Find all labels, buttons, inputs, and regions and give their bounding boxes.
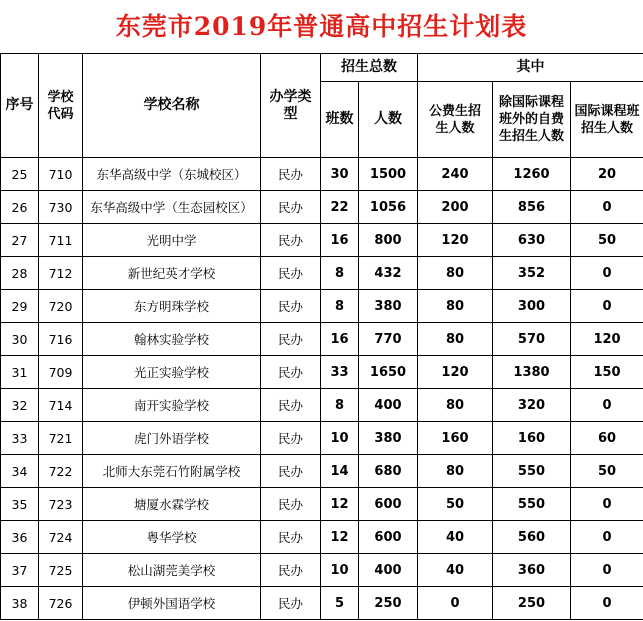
cell-classes: 8 [321,257,359,290]
cell-selfpay: 320 [493,389,571,422]
cell-type: 民办 [261,455,321,488]
cell-people: 600 [359,521,418,554]
table-row [1,488,643,521]
cell-classes: 33 [321,356,359,389]
cell-public: 80 [418,257,493,290]
header-among: 其中 [418,54,643,82]
table-row [1,356,643,389]
cell-type: 民办 [261,191,321,224]
cell-school-name: 虎门外语学校 [83,422,261,455]
cell-intl: 0 [571,191,643,224]
table-row [1,224,643,257]
table-row [1,521,643,554]
enrollment-table [0,53,643,620]
table-row [1,455,643,488]
header-name: 学校名称 [83,54,261,158]
cell-type: 民办 [261,290,321,323]
cell-no: 25 [1,158,39,191]
cell-classes: 8 [321,290,359,323]
header-public: 公费生招生人数 [418,82,493,158]
cell-people: 400 [359,389,418,422]
cell-school-name: 东华高级中学（东城校区） [83,158,261,191]
cell-intl: 120 [571,323,643,356]
cell-classes: 10 [321,554,359,587]
cell-selfpay: 856 [493,191,571,224]
cell-code: 730 [39,191,83,224]
cell-selfpay: 352 [493,257,571,290]
cell-classes: 16 [321,224,359,257]
cell-no: 37 [1,554,39,587]
cell-code: 716 [39,323,83,356]
cell-public: 80 [418,389,493,422]
header-code: 学校代码 [39,54,83,158]
table-row [1,323,643,356]
cell-selfpay: 160 [493,422,571,455]
cell-people: 380 [359,290,418,323]
cell-code: 722 [39,455,83,488]
table-row [1,158,643,191]
cell-classes: 16 [321,323,359,356]
cell-people: 600 [359,488,418,521]
cell-people: 432 [359,257,418,290]
cell-people: 1650 [359,356,418,389]
cell-code: 721 [39,422,83,455]
cell-public: 120 [418,224,493,257]
cell-intl: 0 [571,521,643,554]
cell-no: 32 [1,389,39,422]
cell-no: 26 [1,191,39,224]
header-type: 办学类型 [261,54,321,158]
cell-people: 1056 [359,191,418,224]
cell-public: 0 [418,587,493,620]
cell-code: 709 [39,356,83,389]
cell-classes: 12 [321,488,359,521]
cell-classes: 14 [321,455,359,488]
cell-public: 240 [418,158,493,191]
cell-school-name: 松山湖莞美学校 [83,554,261,587]
cell-classes: 30 [321,158,359,191]
cell-intl: 0 [571,488,643,521]
cell-school-name: 光正实验学校 [83,356,261,389]
cell-people: 400 [359,554,418,587]
cell-type: 民办 [261,587,321,620]
cell-intl: 0 [571,290,643,323]
table-row [1,257,643,290]
cell-public: 50 [418,488,493,521]
table-row [1,554,643,587]
cell-school-name: 北师大东莞石竹附属学校 [83,455,261,488]
table-row [1,422,643,455]
cell-no: 31 [1,356,39,389]
table-row [1,290,643,323]
cell-public: 80 [418,323,493,356]
cell-no: 27 [1,224,39,257]
cell-selfpay: 250 [493,587,571,620]
cell-classes: 8 [321,389,359,422]
cell-school-name: 东方明珠学校 [83,290,261,323]
cell-no: 36 [1,521,39,554]
cell-code: 724 [39,521,83,554]
cell-intl: 20 [571,158,643,191]
cell-type: 民办 [261,488,321,521]
cell-school-name: 新世纪英才学校 [83,257,261,290]
cell-type: 民办 [261,422,321,455]
header-selfpay: 除国际课程班外的自费生招生人数 [493,82,571,158]
cell-people: 250 [359,587,418,620]
cell-code: 711 [39,224,83,257]
cell-no: 29 [1,290,39,323]
header-people: 人数 [359,82,418,158]
header-no: 序号 [1,54,39,158]
cell-public: 40 [418,554,493,587]
cell-classes: 5 [321,587,359,620]
cell-school-name: 光明中学 [83,224,261,257]
cell-type: 民办 [261,224,321,257]
cell-classes: 12 [321,521,359,554]
cell-type: 民办 [261,521,321,554]
cell-classes: 10 [321,422,359,455]
cell-intl: 50 [571,455,643,488]
cell-no: 28 [1,257,39,290]
cell-code: 726 [39,587,83,620]
cell-type: 民办 [261,158,321,191]
cell-selfpay: 1380 [493,356,571,389]
cell-type: 民办 [261,554,321,587]
cell-people: 800 [359,224,418,257]
cell-intl: 0 [571,587,643,620]
cell-selfpay: 630 [493,224,571,257]
cell-code: 720 [39,290,83,323]
cell-public: 160 [418,422,493,455]
cell-school-name: 南开实验学校 [83,389,261,422]
cell-type: 民办 [261,323,321,356]
cell-intl: 0 [571,257,643,290]
cell-code: 714 [39,389,83,422]
cell-selfpay: 550 [493,488,571,521]
cell-type: 民办 [261,389,321,422]
cell-intl: 150 [571,356,643,389]
cell-school-name: 翰林实验学校 [83,323,261,356]
cell-public: 80 [418,290,493,323]
cell-people: 1500 [359,158,418,191]
cell-selfpay: 570 [493,323,571,356]
cell-no: 34 [1,455,39,488]
cell-people: 770 [359,323,418,356]
cell-no: 33 [1,422,39,455]
cell-selfpay: 1260 [493,158,571,191]
cell-selfpay: 550 [493,455,571,488]
cell-intl: 0 [571,554,643,587]
cell-type: 民办 [261,257,321,290]
cell-code: 723 [39,488,83,521]
cell-public: 200 [418,191,493,224]
table-row [1,191,643,224]
cell-selfpay: 360 [493,554,571,587]
cell-intl: 50 [571,224,643,257]
table-row [1,587,643,620]
cell-no: 30 [1,323,39,356]
cell-school-name: 塘厦水霖学校 [83,488,261,521]
cell-school-name: 东华高级中学（生态园校区） [83,191,261,224]
table-row [1,389,643,422]
cell-public: 80 [418,455,493,488]
cell-public: 120 [418,356,493,389]
cell-school-name: 粤华学校 [83,521,261,554]
cell-intl: 0 [571,389,643,422]
cell-no: 35 [1,488,39,521]
cell-code: 710 [39,158,83,191]
cell-public: 40 [418,521,493,554]
header-intl: 国际课程班招生人数 [571,82,643,158]
header-total: 招生总数 [321,54,418,82]
cell-classes: 22 [321,191,359,224]
cell-school-name: 伊顿外国语学校 [83,587,261,620]
cell-code: 712 [39,257,83,290]
cell-type: 民办 [261,356,321,389]
cell-selfpay: 300 [493,290,571,323]
header-classes: 班数 [321,82,359,158]
page-title: 东莞市2019年普通高中招生计划表 [115,12,528,41]
cell-selfpay: 560 [493,521,571,554]
cell-people: 380 [359,422,418,455]
cell-code: 725 [39,554,83,587]
cell-intl: 60 [571,422,643,455]
cell-no: 38 [1,587,39,620]
cell-people: 680 [359,455,418,488]
